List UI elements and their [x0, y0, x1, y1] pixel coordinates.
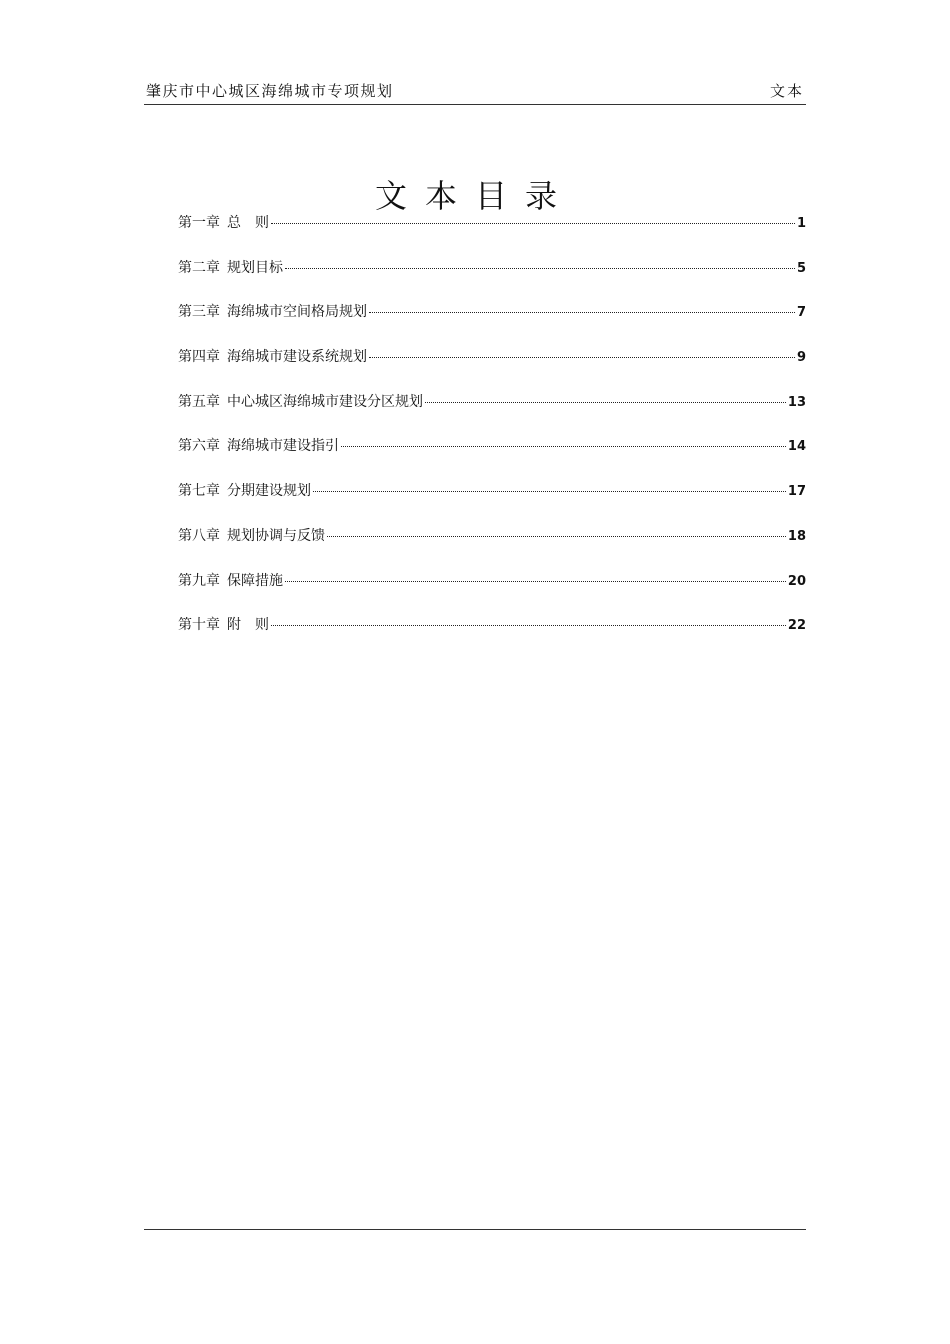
- toc-page-number: 13: [787, 394, 806, 410]
- toc-chapter-title: 规划协调与反馈: [227, 527, 325, 544]
- page-header: [144, 78, 806, 105]
- footer-divider: [144, 1229, 806, 1230]
- document-title: 肇庆市中心城区海绵城市专项规划: [146, 82, 394, 100]
- toc-chapter-number: 第一章: [178, 215, 220, 231]
- toc-page-number: 20: [787, 573, 806, 589]
- toc-entry[interactable]: [178, 346, 806, 391]
- toc-entry[interactable]: [178, 301, 806, 346]
- toc-chapter-title: 分期建设规划: [227, 483, 311, 500]
- toc-dot-leader: [327, 536, 786, 537]
- toc-entry[interactable]: [178, 570, 806, 615]
- toc-entry[interactable]: [178, 391, 806, 436]
- toc-entry[interactable]: [178, 614, 806, 659]
- toc-dot-leader: [271, 223, 795, 224]
- toc-dot-leader: [369, 357, 795, 358]
- toc-page-number: 1: [796, 216, 806, 231]
- toc-chapter-number: 第三章: [178, 304, 220, 321]
- toc-chapter-number: 第四章: [178, 349, 220, 366]
- toc-entry[interactable]: [178, 257, 806, 302]
- toc-chapter-number: 第六章: [178, 438, 220, 455]
- toc-chapter-title: 海绵城市空间格局规划: [227, 304, 367, 321]
- toc-chapter-number: 第七章: [178, 483, 220, 500]
- page-title: 文本目录: [374, 177, 575, 216]
- toc-entry[interactable]: [178, 480, 806, 525]
- toc-chapter-number: 第二章: [178, 259, 220, 276]
- toc-entry[interactable]: [178, 525, 806, 570]
- toc-dot-leader: [285, 268, 795, 269]
- toc-chapter-title: 中心城区海绵城市建设分区规划: [227, 393, 423, 410]
- table-of-contents: [178, 212, 806, 659]
- toc-page-number: 17: [787, 484, 806, 500]
- toc-chapter-title: 规划目标: [227, 259, 283, 276]
- toc-chapter-number: 第九章: [178, 572, 220, 589]
- toc-page-number: 18: [787, 528, 806, 544]
- toc-dot-leader: [271, 625, 786, 626]
- toc-page-number: 22: [787, 618, 806, 634]
- toc-page-number: 9: [796, 350, 806, 366]
- toc-chapter-title: 总 则: [227, 215, 269, 231]
- toc-dot-leader: [369, 312, 795, 313]
- toc-chapter-title: 保障措施: [227, 572, 283, 589]
- toc-dot-leader: [313, 491, 786, 492]
- toc-page-number: 14: [787, 439, 806, 455]
- toc-page-number: 5: [796, 260, 806, 276]
- toc-chapter-title: 海绵城市建设指引: [227, 438, 339, 455]
- toc-chapter-title: 海绵城市建设系统规划: [227, 349, 367, 366]
- toc-dot-leader: [285, 581, 786, 582]
- toc-chapter-number: 第五章: [178, 393, 220, 410]
- toc-chapter-title: 附 则: [227, 617, 269, 634]
- toc-entry[interactable]: [178, 212, 806, 257]
- toc-dot-leader: [425, 402, 786, 403]
- toc-chapter-number: 第八章: [178, 527, 220, 544]
- toc-page-number: 7: [796, 305, 806, 321]
- toc-chapter-number: 第十章: [178, 617, 220, 634]
- toc-dot-leader: [341, 446, 786, 447]
- toc-entry[interactable]: [178, 435, 806, 480]
- section-label: 文本: [769, 82, 804, 100]
